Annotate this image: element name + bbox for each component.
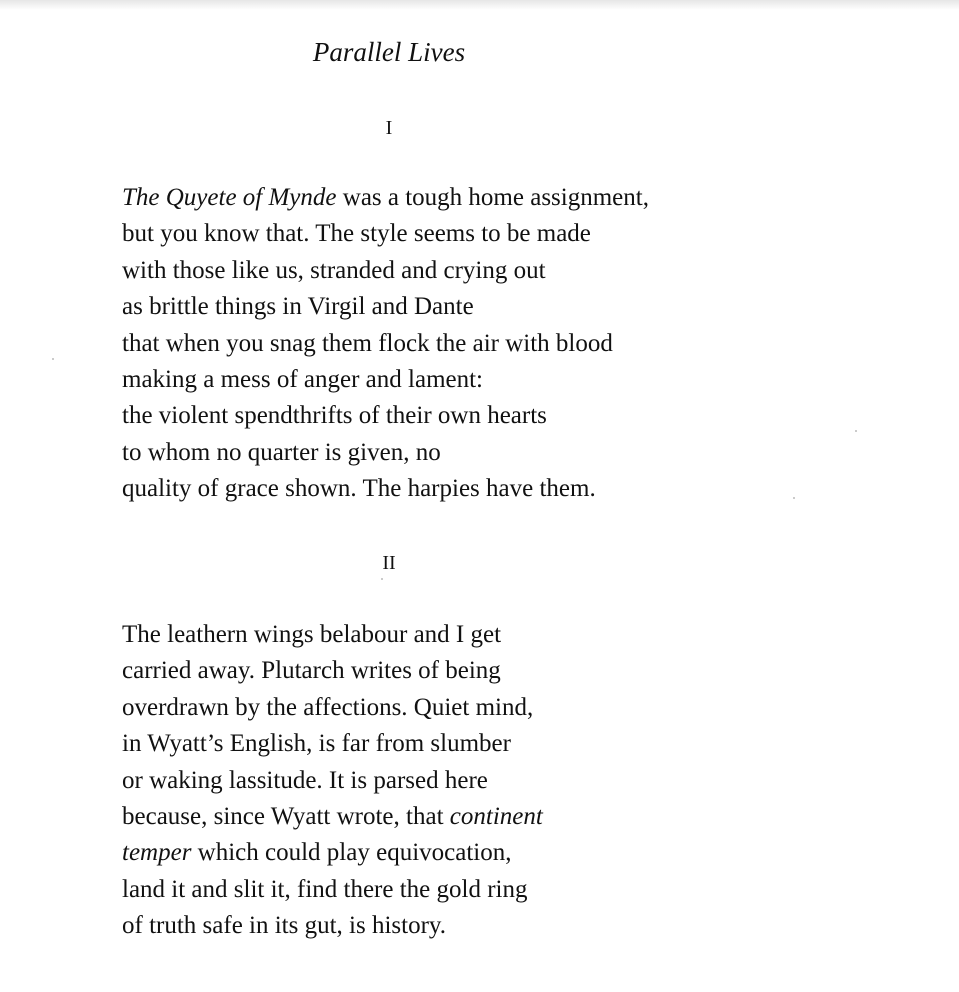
poem-line: in Wyatt’s English, is far from slumber <box>122 730 511 758</box>
section-numeral-2: II <box>382 552 396 574</box>
poem-line: of truth safe in its gut, is history. <box>122 912 447 940</box>
poem-line: The Quyete of Mynde was a tough home assignment, <box>122 184 649 211</box>
poem-line: the violent spendthrifts of their own hearts <box>122 402 547 430</box>
poem-line: that when you snag them flock the air with blood <box>122 329 613 357</box>
poem-title: Parallel Lives <box>312 37 466 67</box>
poem-line: The leathern wings belabour and I get <box>122 621 502 648</box>
poem-line: but you know that. The style seems to be made <box>122 220 591 248</box>
poem-line: as brittle things in Virgil and Dante <box>122 293 474 321</box>
stanza-2 <box>122 617 543 945</box>
paper-speck <box>381 578 383 580</box>
section-numeral-1: I <box>385 117 393 139</box>
poem-line: to whom no quarter is given, no <box>122 438 441 466</box>
paper-speck <box>793 497 795 499</box>
poem-line: overdrawn by the affections. Quiet mind, <box>122 693 534 721</box>
poem-line: quality of grace shown. The harpies have them. <box>122 475 596 503</box>
poem-line: carried away. Plutarch writes of being <box>122 657 501 685</box>
paper-speck <box>52 358 54 360</box>
poem-line: with those like us, stranded and crying out <box>122 256 546 284</box>
poem-line: or waking lassitude. It is parsed here <box>122 766 488 794</box>
poem-line: temper which could play equivocation, <box>122 839 512 867</box>
poem-line: land it and slit it, find there the gold ring <box>122 875 528 903</box>
poem-line: because, since Wyatt wrote, that continent <box>122 802 543 830</box>
page-top-shadow <box>0 0 959 10</box>
stanza-1 <box>122 180 649 508</box>
paper-speck <box>855 430 857 432</box>
poem-line: making a mess of anger and lament: <box>122 365 483 393</box>
